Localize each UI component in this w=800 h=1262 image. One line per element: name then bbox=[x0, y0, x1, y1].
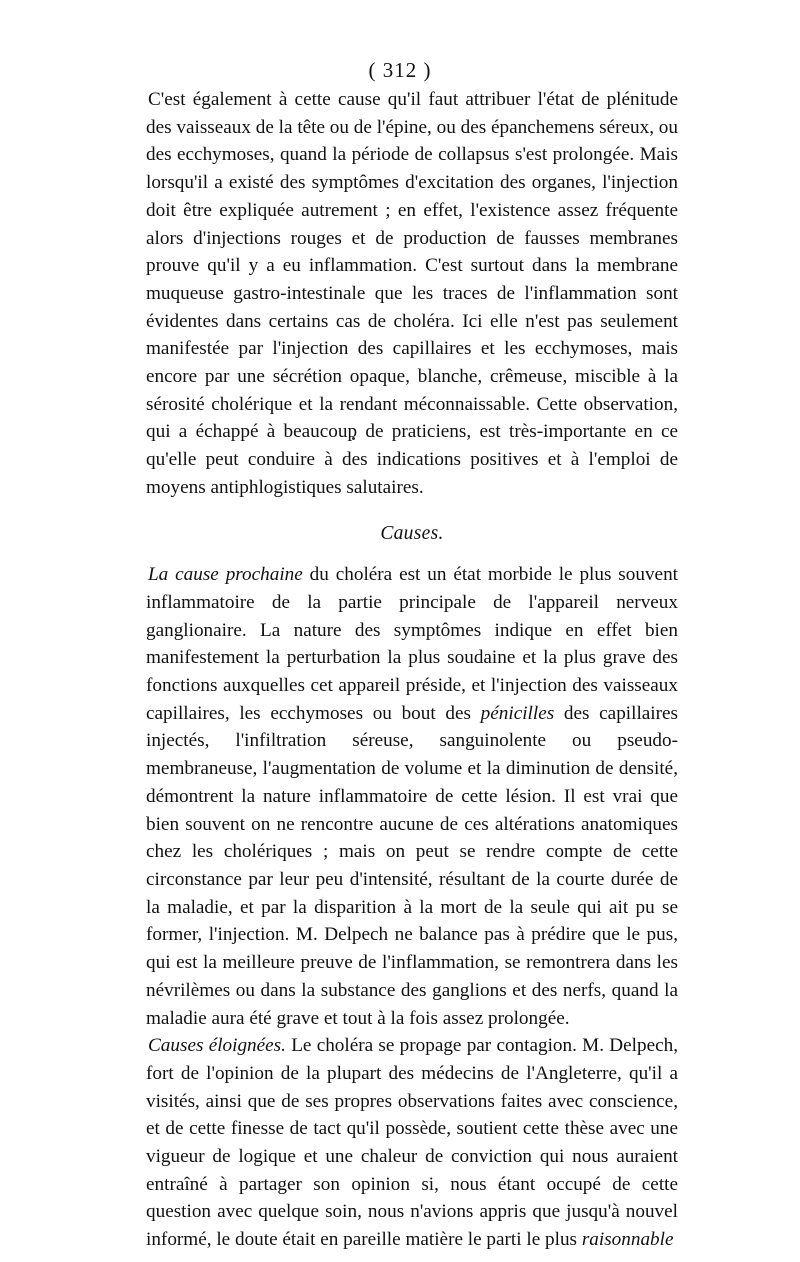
section-heading-causes: Causes. bbox=[380, 522, 444, 544]
paragraph-2-text-b: des capillaires injectés, l'infiltration séreuse, sanguinolente ou pseudo-membraneuse, l'augmentation de volume et la diminution de densité, démontrent la nature inflammatoire de cette lésion. Il est vrai que bien souvent on ne rencontre aucune de ces altérations anatomiques chez les cholériques ; mais on peut se rendre compte de cette circonstance par leur peu d'intensité, résultant de la courte durée de la maladie, et par la disparition à la mort de la seule qui ait pu se former, l'injection. M. Delpech ne balance pas à prédire que le pus, qui est la meilleure preuve de l'inflammation, se remontrera dans les névrilèmes ou dans la substance des ganglions et des nerfs, quand la maladie aura été grave et tout à la fois assez prolongée. bbox=[146, 702, 678, 1029]
paragraph-3 bbox=[146, 1032, 678, 1254]
paragraph-2 bbox=[146, 561, 678, 1032]
paragraph-2-text-a: du choléra est un état morbide le plus souvent inflammatoire de la partie principale de l'appareil nerveux ganglionaire. La nature des symptômes indique en effet bien manifestement la perturbation la plus soudaine et la plus grave des fonctions auxquelles cet appareil préside, et l'injection des vaisseaux capillaires, les ecchymoses ou bout des bbox=[146, 564, 678, 724]
paragraph-3-lead: Causes éloignées. bbox=[148, 1035, 286, 1057]
paragraph-1: C'est également à cette cause qu'il faut attribuer l'état de plénitude des vaisseaux de la tête ou de l'épine, ou des épanchemens séreux, ou des ecchymoses, quand la période de collapsus s'est prolongée. Mais lorsqu'il a existé des symptômes d'excitation des organes, l'injection doit être expliquée autrement ; en effet, l'existence assez fréquente alors d'injections rouges et de production de fausses membranes prouve qu'il y a eu inflammation. C'est surtout dans la membrane muqueuse gastro-intestinale que les traces de l'inflammation sont évidentes dans certains cas de choléra. Ici elle n'est pas seulement manifestée par l'injection des capillaires et les ecchymoses, mais encore par une sécrétion opaque, blanche, crêmeuse, miscible à la sérosité cholérique et la rendant méconnaissable. Cette observation, qui a échappé à beaucoup de praticiens, est très-importante en ce qu'elle peut conduire à des indications positives et à l'emploi de moyens antiphlogistiques salutaires. bbox=[146, 89, 678, 498]
paragraph-3-text: Le choléra se propage par contagion. M. Delpech, fort de l'opinion de la plupart des médecins de l'Angleterre, qu'il a visités, ainsi que de ses propres observations faites avec conscience, et de cette finesse de tact qu'il possède, soutient cette thèse avec une vigueur de logique et une chaleur de conviction qui nous auraient entraîné à partager son opinion si, nous étant occupé de cette question avec quelque soin, nous n'avions appris que jusqu'à nouvel informé, le doute était en pareille matière le parti le plus bbox=[146, 1035, 678, 1251]
paragraph-3-emphasis: raisonnable bbox=[581, 1229, 674, 1251]
paragraph-2-emphasis: pénicilles bbox=[480, 702, 555, 724]
page-number: ( 312 ) bbox=[368, 58, 432, 82]
paragraph-2-lead: La cause prochaine bbox=[148, 564, 303, 586]
text-column bbox=[146, 86, 678, 1254]
